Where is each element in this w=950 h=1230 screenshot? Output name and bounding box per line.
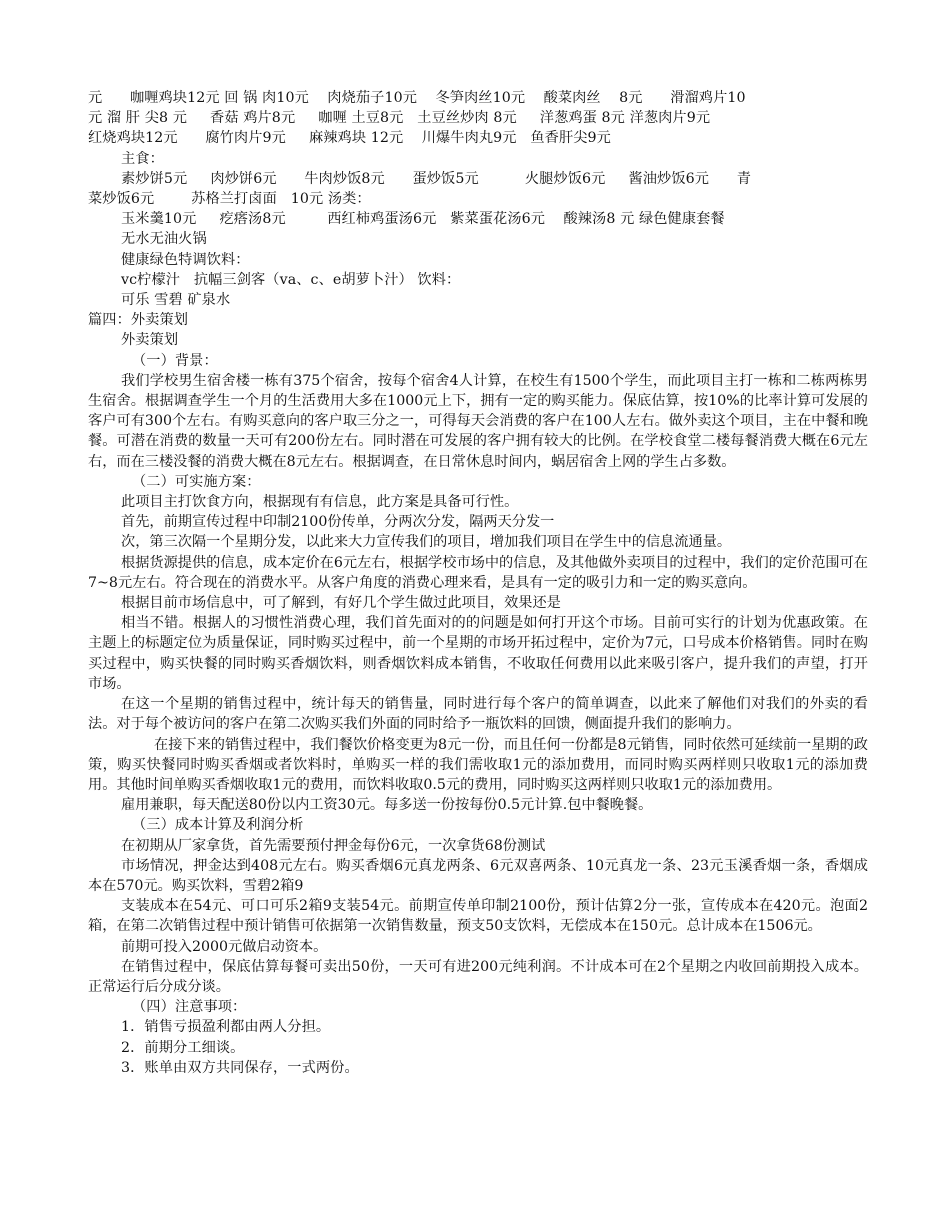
paragraph-purchases: 市场情况，押金达到408元左右。购买香烟6元真龙两条、6元双喜两条、10元真龙一条、23元玉溪香烟一条，香烟成本在570元。购买饮料，雪碧2箱9	[88, 857, 868, 894]
chapter-heading: 篇四：外卖策划	[88, 312, 189, 329]
paragraph-publicity-b: 次，第三次隔一个星期分发，以此来大力宣传我们的项目，增加我们项目在学生中的信息流通量。	[121, 534, 732, 551]
paragraph-background: 我们学校男生宿舍楼一栋有375个宿舍，按每个宿舍4人计算，在校生有1500个学生，而此项目主打一栋和二栋两栋男生宿舍。根据调查学生一个月的生活费用大多在1000元上下，拥有一定的购买能力。保底估算，按10%的比率计算可发展的客户可有300个左右。有购买意向的客户取三分之一，可得每天会消费的客户在100人左右。做外卖这个项目，主在中餐和晚餐。可潜在消费的数量一天可有200份左右。同时潜在可发展的客户拥有较大的比例。在学校食堂二楼每餐消费大概在6元左右，而在三楼没餐的消费大概在8元左右。根据调查，在日常休息时间内，蜗居宿舍上网的学生占多数。	[88, 372, 868, 470]
staple-line-2: 菜炒饭6元 苏格兰打卤面 10元 汤类：	[88, 191, 371, 208]
section-notes: （四）注意事项：	[132, 999, 247, 1016]
list-item: 2．前期分工细谈。	[121, 1039, 245, 1056]
paragraph-market-b: 相当不错。根据人的习惯性消费心理，我们首先面对的的问题是如何打开这个市场。目前可实行的计划为优惠政策。在主题上的标题定位为质量保证，同时购买过程中，前一个星期的市场开拓过程中，定价为7元，口号成本价格销售。同时在购买过程中，购买快餐的同时购买香烟饮料，则香烟饮料成本销售，不收取任何费用以此来吸引客户，提升我们的声望，打开市场。	[88, 615, 868, 692]
article-subtitle: 外卖策划	[121, 332, 179, 349]
menu-line-3: 红烧鸡块12元 腐竹肉片9元 麻辣鸡块 12元 川爆牛肉丸9元 鱼香肝尖9元	[88, 130, 611, 147]
paragraph-profit: 在销售过程中，保底估算每餐可卖出50份，一天可有进200元纯利润。不计成本可在2个星期之内收回前期投入成本。正常运行后分成分谈。	[88, 958, 868, 995]
paragraph-startup-capital: 前期可投入2000元做启动资本。	[121, 938, 328, 955]
soup-line: 玉米羹10元 疙瘩汤8元 西红柿鸡蛋汤6元 紫菜蛋花汤6元 酸辣汤8 元 绿色健康套餐	[121, 211, 725, 228]
paragraph-plan-intro: 此项目主打饮食方向，根据现有有信息，此方案是具备可行性。	[121, 494, 519, 511]
paragraph-survey: 在这一个星期的销售过程中，统计每天的销售量，同时进行每个客户的简单调查，以此来了解他们对我们的外卖的看法。对于每个被访问的客户在第二次购买我们外面的同时给予一瓶饮料的回馈，侧面提升我们的影响力。	[88, 696, 868, 733]
paragraph-publicity-a: 首先，前期宣传过程中印制2100份传单，分两次分发，隔两天分发一	[121, 514, 555, 531]
list-item: 3．账单由双方共同保存，一式两份。	[121, 1059, 359, 1076]
drinks-title: 健康绿色特调饮料：	[121, 251, 250, 268]
section-background: （一）背景：	[132, 352, 218, 369]
paragraph-market-a: 根据目前市场信息中，可了解到，有好几个学生做过此项目，效果还是	[121, 595, 561, 612]
staple-line-1: 素炒饼5元 肉炒饼6元 牛肉炒饭8元 蛋炒饭5元 火腿炒饭6元 酱油炒饭6元 青	[121, 170, 751, 187]
document-page	[88, 88, 868, 1078]
paragraph-deposit: 在初期从厂家拿货，首先需要预付押金每份6元，一次拿货68份测试	[121, 837, 546, 854]
menu-line-2: 元 溜 肝 尖8 元 香菇 鸡片8元 咖喱 土豆8元 土豆丝炒肉 8元 洋葱鸡蛋 8元 洋葱肉片9元	[88, 110, 711, 127]
hotpot-line: 无水无油火锅	[121, 231, 207, 248]
soft-drinks-line: 可乐 雪碧 矿泉水	[121, 292, 231, 309]
drinks-line: vc柠檬汁 抗幅三剑客（va、c、e胡萝卜汁） 饮料：	[121, 271, 461, 288]
paragraph-costs: 支装成本在54元、可口可乐2箱9支装54元。前期宣传单印制2100份，预计估算2分一张，宣传成本在420元。泡面2箱，在第二次销售过程中预计销售可依据第一次销售数量，预支50支饮料，无偿成本在150元。总计成本在1506元。	[88, 898, 868, 935]
list-item: 1．销售亏损盈利都由两人分担。	[121, 1019, 331, 1036]
section-plan: （二）可实施方案：	[132, 473, 261, 490]
staple-title: 主食：	[121, 150, 164, 167]
paragraph-pricing: 根据货源提供的信息，成本定价在6元左右，根据学校市场中的信息，及其他做外卖项目的过程中，我们的定价范围可在7~8元左右。符合现在的消费水平。从客户角度的消费心理来看，是具有一定的吸引力和一定的购买意向。	[88, 554, 868, 591]
paragraph-staffing: 雇用兼职，每天配送80份以内工资30元。每多送一份按每份0.5元计算.包中餐晚餐。	[121, 797, 653, 814]
section-cost: （三）成本计算及利润分析	[132, 817, 304, 834]
paragraph-price-change: 在接下来的销售过程中，我们餐饮价格变更为8元一份，而且任何一份都是8元销售，同时依然可延续前一星期的政策，购买快餐同时购买香烟或者饮料时，单购买一样的我们需收取1元的添加费用，而同时购买两样则只收取1元的添加费用。其他时间单购买香烟收取1元的费用，而饮料收取0.5元的费用，同时购买这两样则只收取1元的添加费用。	[88, 736, 868, 793]
menu-line-1: 元 咖喱鸡块12元 回 锅 肉10元 肉烧茄子10元 冬笋肉丝10元 酸菜肉丝 8元 滑溜鸡片10	[88, 90, 746, 106]
